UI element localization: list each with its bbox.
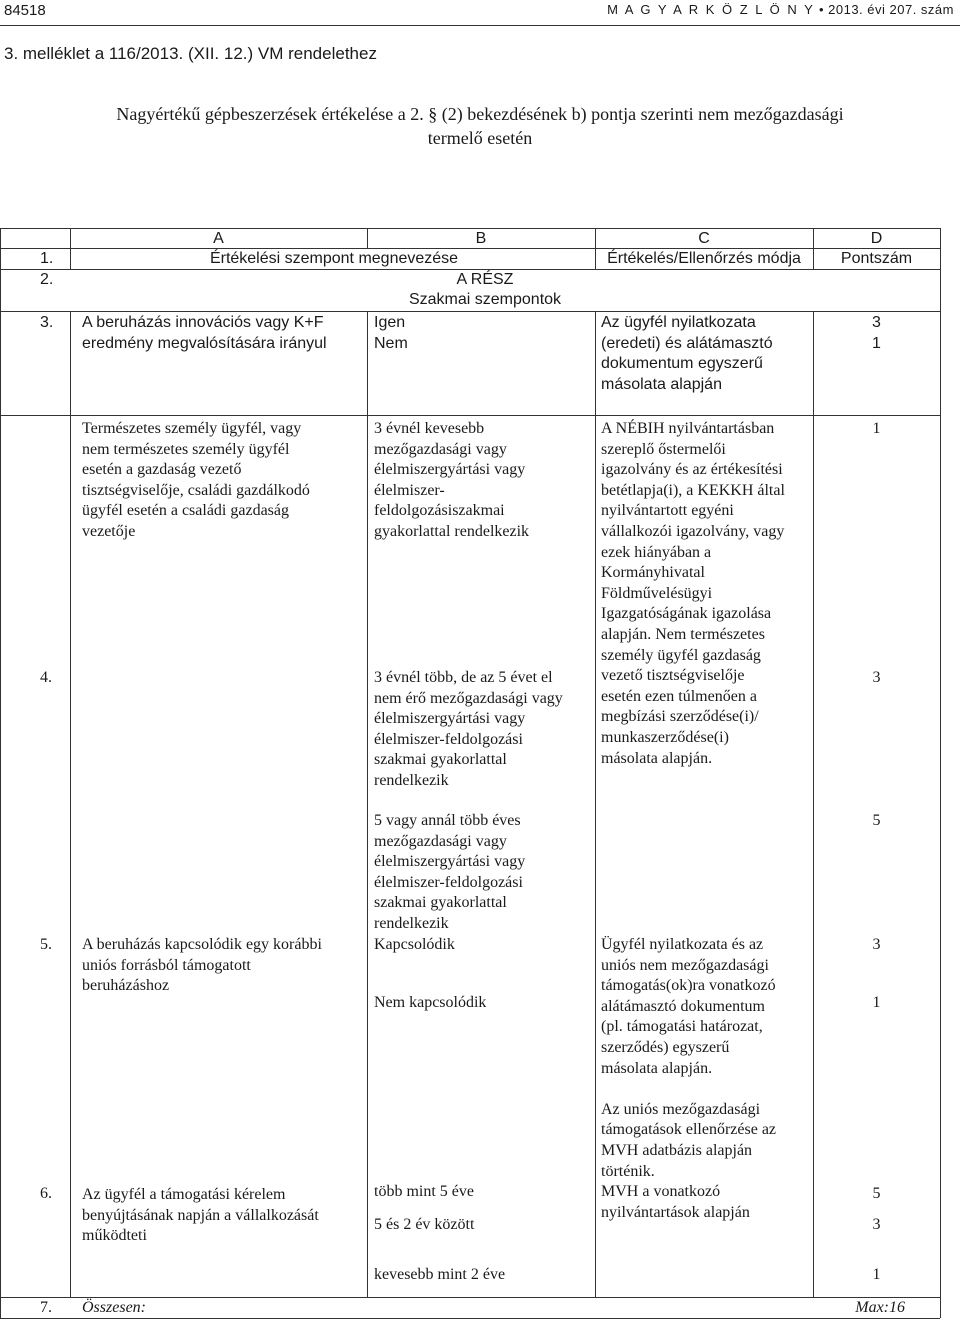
row-number: 1. — [40, 250, 54, 267]
points-value: 5 — [872, 1185, 881, 1202]
option-text: több mint 5 éve — [374, 1183, 474, 1200]
col-letter-d: D — [870, 230, 883, 247]
row-number: 7. — [40, 1299, 52, 1316]
page-number: 84518 — [4, 2, 46, 19]
criterion-text: Az ügyfél a támogatási kérelem benyújtásának napján a vállalkozását működteti — [82, 1186, 319, 1245]
option-text: 3 évnél kevesebb mezőgazdasági vagy élelmiszergyártási vagy élelmiszer- feldolgozásiszakmai gyakorlattal rendelkezik — [374, 420, 530, 540]
table-rule — [813, 311, 814, 1297]
header-rule — [0, 25, 960, 26]
option-text: 5 vagy annál több éves mezőgazdasági vagy élelmiszergyártási vagy élelmiszer-feldolgozási szakmai gyakorlattal rendelkezik — [374, 812, 526, 932]
document-title — [0, 102, 960, 150]
gazette-header — [607, 2, 954, 17]
header-points: Pontszám — [840, 250, 913, 267]
points-value: 1 — [872, 994, 881, 1011]
row-number: 4. — [40, 669, 52, 686]
option-text: kevesebb mint 2 éve — [374, 1266, 506, 1283]
method-text: MVH a vonatkozó nyilvántartások alapján — [601, 1183, 750, 1221]
document-title-line-1: Nagyértékű gépbeszerzések értékelése a 2. § (2) bekezdésének b) pontja szerinti nem mezőgazdasági — [116, 104, 844, 124]
section-subtitle: Szakmai szempontok — [408, 291, 562, 308]
header-method: Értékelés/Ellenőrzés módja — [607, 250, 801, 267]
table-rule — [940, 228, 941, 1318]
annex-title: 3. melléklet a 116/2013. (XII. 12.) VM rendelethez — [4, 44, 377, 63]
points-value: 1 — [872, 420, 881, 437]
points-value: 3 — [872, 936, 881, 953]
option-text: 5 és 2 év között — [374, 1216, 475, 1233]
option-text: Igen — [374, 314, 406, 331]
total-label: Összesen: — [82, 1299, 146, 1316]
table-rule — [70, 311, 71, 1297]
row-number: 6. — [40, 1185, 52, 1202]
table-rule — [0, 228, 1, 1318]
section-title: A RÉSZ — [456, 271, 514, 288]
option-text: Kapcsolódik — [374, 936, 455, 953]
criterion-text: A beruházás kapcsolódik egy korábbi uniós forrásból támogatott beruházáshoz — [82, 936, 322, 995]
bullet-separator: • — [818, 2, 825, 17]
method-text: Az ügyfél nyilatkozata (eredeti) és alátámasztó dokumentum egyszerű másolata alapján — [601, 314, 773, 393]
criterion-text: Természetes személy ügyfél, vagy nem természetes személy ügyfél esetén a gazdaság vezető tisztségviselője, családi gazdálkodó ügyfél esetén a családi gazdaság vezetője — [82, 420, 310, 540]
document-title-line-2: termelő esetén — [427, 128, 533, 148]
col-letter-c: C — [698, 230, 710, 247]
points-value: 1 — [872, 1266, 881, 1283]
table-rule — [367, 311, 368, 1297]
points-value: 3 — [872, 1216, 881, 1233]
method-text: Ügyfél nyilatkozata és az uniós nem mezőgazdasági támogatás(ok)ra vonatkozó alátámasztó dokumentum (pl. támogatási határozat, szerződés) egyszerű másolata alapján. Az uniós mezőgazdasági támogatások ellenőrzése az MVH adatbázis alapján történik. — [601, 936, 777, 1180]
table-rule — [595, 311, 596, 1297]
points-value: 3 — [872, 314, 881, 331]
option-text: Nem — [374, 335, 408, 352]
method-text: A NÉBIH nyilvántartásban szereplő őstermelői igazolvány és az értékesítési betétlapja(i), a KEKKH által nyilvántartott egyéni vállalkozói igazolvány, vagy ezek hiányában a Kormányhivatal Földművelésügyi Igazgatóságának igazolása alapján. Nem természetes személy ügyfél gazdaság vezető tisztségviselője esetén ezen túlmenően a megbízási szerződése(i)/ munkaszerződése(i) másolata alapján. — [601, 420, 785, 767]
row-number: 5. — [40, 936, 52, 953]
option-text: Nem kapcsolódik — [374, 994, 487, 1011]
col-letter-b: B — [475, 230, 487, 247]
row-number: 2. — [40, 271, 54, 288]
header-criterion: Értékelési szempont megnevezése — [209, 250, 459, 267]
points-value: 3 — [872, 669, 881, 686]
table-rule — [0, 311, 940, 312]
points-value: 1 — [872, 335, 881, 352]
publication-name: M A G Y A R K Ö Z L Ö N Y — [607, 2, 815, 17]
issue-number: 2013. évi 207. szám — [828, 2, 954, 17]
row-number: 3. — [40, 314, 54, 331]
points-value: 5 — [872, 812, 881, 829]
total-max: Max:16 — [855, 1299, 905, 1316]
table-rule — [0, 415, 940, 416]
criterion-text: A beruházás innovációs vagy K+F eredmény megvalósítására irányul — [82, 314, 327, 352]
col-letter-a: A — [213, 230, 224, 247]
option-text: 3 évnél több, de az 5 évet el nem érő mezőgazdasági vagy élelmiszergyártási vagy élelmiszer-feldolgozási szakmai gyakorlattal rendelkezik — [374, 669, 563, 789]
